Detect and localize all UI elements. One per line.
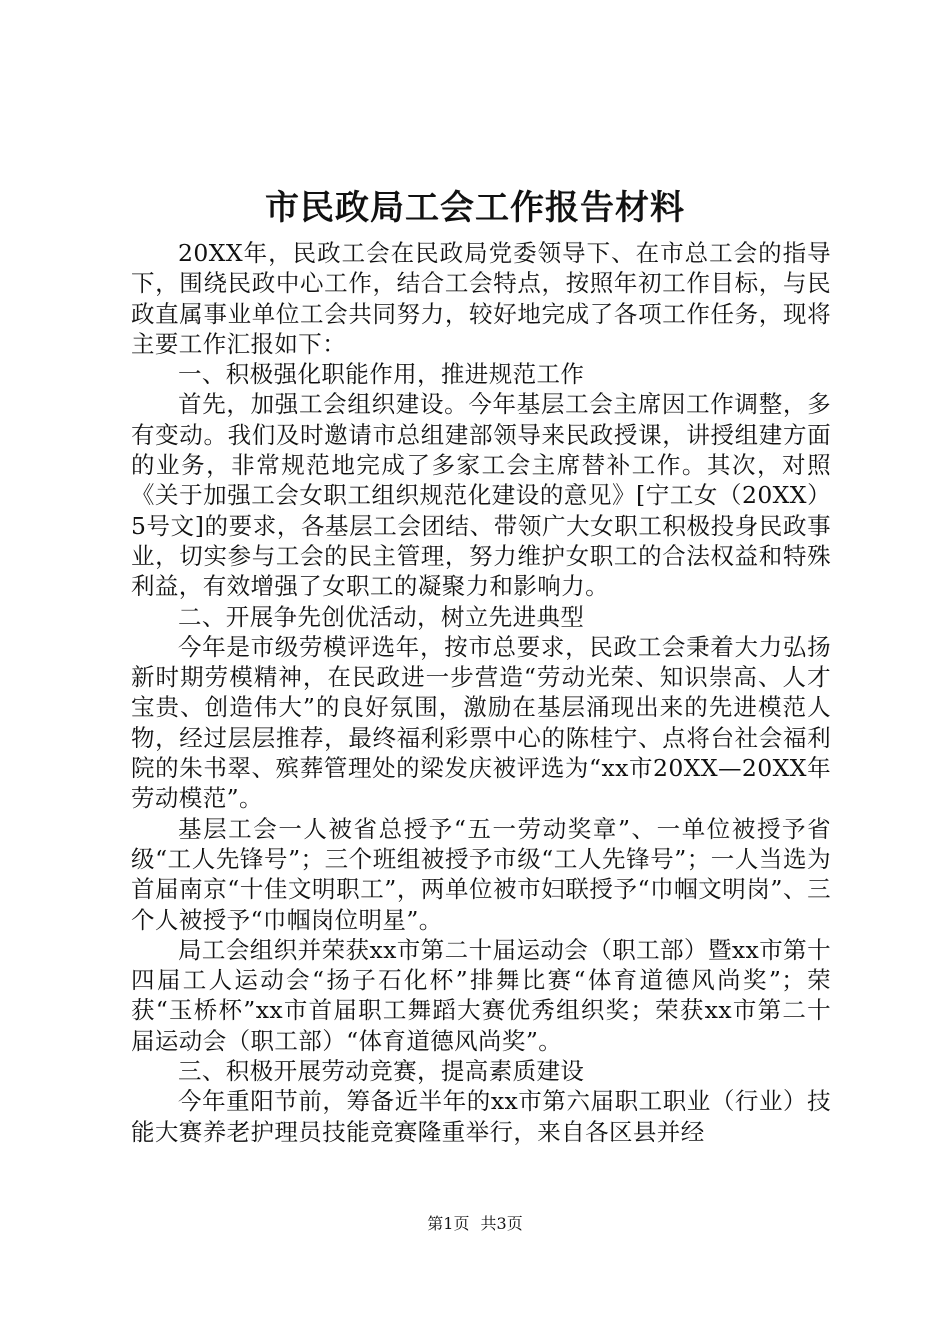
paragraph-intro: 20XX年，民政工会在民政局党委领导下、在市总工会的指导下，围绕民政中心工作，结合工会特点，按照年初工作目标，与民政直属事业单位工会共同努力，较好地完成了各项工作任务，现将主要工作汇报如下：	[131, 239, 831, 358]
page-total: 共3页	[480, 1214, 523, 1233]
paragraph-competition: 今年重阳节前，筹备近半年的xx市第六届职工职业（行业）技能大赛养老护理员技能竞赛隆重举行，来自各区县并经	[131, 1087, 831, 1146]
paragraph-sports: 局工会组织并荣获xx市第二十届运动会（职工部）暨xx市第十四届工人运动会“扬子石化杯”排舞比赛“体育道德风尚奖”；荣获“玉桥杯”xx市首届职工舞蹈大赛优秀组织奖；荣获xx市第二十届运动会（职工部）“体育道德风尚奖”。	[131, 935, 831, 1055]
document-title: 市民政局工会工作报告材料	[265, 188, 685, 228]
section-heading-3: 三、积极开展劳动竞赛，提高素质建设	[178, 1057, 585, 1086]
document-body	[131, 238, 831, 1147]
section-heading-1: 一、积极强化职能作用，推进规范工作	[178, 360, 585, 389]
section-heading-2: 二、开展争先创优活动，树立先进典型	[178, 602, 585, 631]
paragraph-model-workers: 今年是市级劳模评选年，按市总要求，民政工会秉着大力弘扬新时期劳模精神，在民政进一步营造“劳动光荣、知识崇高、人才宝贵、创造伟大”的良好氛围，激励在基层涌现出来的先进模范人物，经过层层推荐，最终福利彩票中心的陈桂宁、点将台社会福利院的朱书翠、殡葬管理处的梁发庆被评选为“xx市20XX—20XX年劳动模范”。	[131, 632, 831, 813]
page-number: 第1页	[427, 1214, 470, 1233]
page-footer	[0, 1213, 950, 1235]
paragraph-organization: 首先，加强工会组织建设。今年基层工会主席因工作调整，多有变动。我们及时邀请市总组建部领导来民政授课，讲授组建方面的业务，非常规范地完成了多家工会主席替补工作。其次，对照《关于加强工会女职工组织规范化建设的意见》[宁工女（20XX）5号文]的要求，各基层工会团结、带领广大女职工积极投身民政事业，切实参与工会的民主管理，努力维护女职工的合法权益和特殊利益，有效增强了女职工的凝聚力和影响力。	[131, 390, 831, 601]
paragraph-awards: 基层工会一人被省总授予“五一劳动奖章”、一单位被授予省级“工人先锋号”；三个班组被授予市级“工人先锋号”；一人当选为首届南京“十佳文明职工”，两单位被市妇联授予“巾帼文明岗”、三个人被授予“巾帼岗位明星”。	[131, 814, 831, 934]
